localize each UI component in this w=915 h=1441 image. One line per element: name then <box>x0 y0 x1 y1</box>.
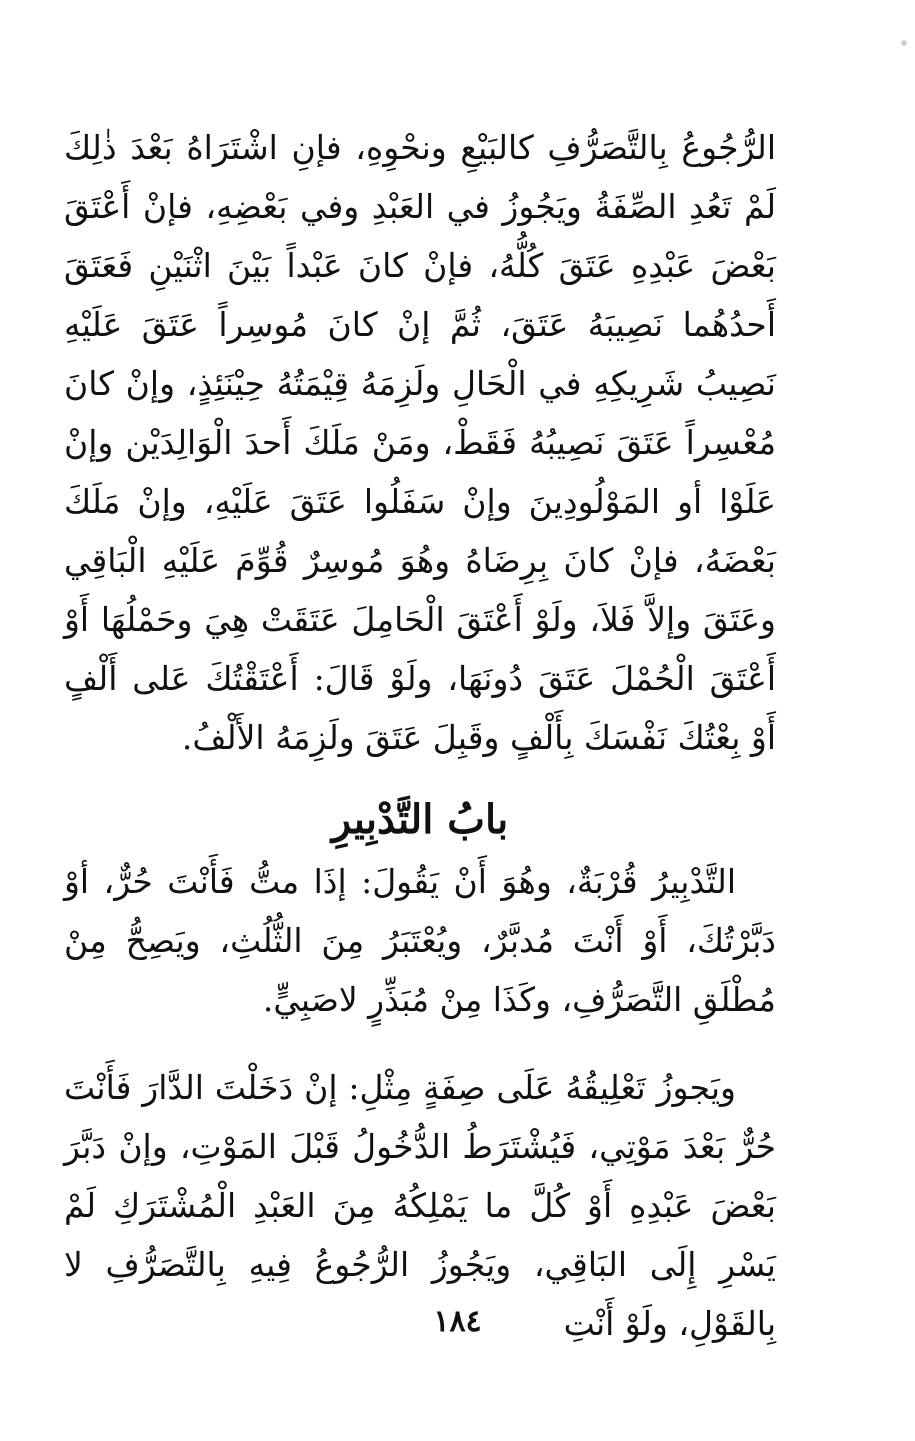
paragraph-tadbir-definition: التَّدْبِيرُ قُرْبَةٌ، وهُوَ أَنْ يَقُولَ: إذَا متُّ فَأَنْتَ حُرٌّ، أوْ دَبَّرْتُكَ، أَوْ أَنْتَ مُدبَّرٌ، ويُعْتَبَرُ مِنَ الثُّلُثِ، ويَصِحُّ مِنْ مُطْلَقِ التَّصَرُّفِ، وكَذَا مِنْ مُبَذِّرٍ لاصَبِيٍّ. <box>64 862 776 1019</box>
paragraph-tadbir-conditions: ويَجوزُ تَعْلِيقُهُ عَلَى صِفَةٍ مِثْلِ: إنْ دَخَلْتَ الدَّارَ فَأَنْتَ حُرٌّ بَعْدَ مَوْتِي، فَيُشْتَرَطُ الدُّخُولُ قَبْلَ المَوْتِ، وإنْ دَبَّرَ بَعْضَ عَبْدِهِ أَوْ كُلَّ ما يَمْلِكُهُ مِنَ العَبْدِ الْمُشْتَرَكِ لَمْ يَسْرِ إِلَى البَاقِي، ويَجُوزُ الرُّجُوعُ فِيهِ بِالتَّصَرُّفِ لا بِالقَوْلِ، ولَوْ أَنْتِ <box>64 1068 776 1343</box>
scan-speck <box>901 40 907 46</box>
paragraph-manumission: الرُّجُوعُ بِالتَّصَرُّفِ كالبَيْعِ ونحْوِهِ، فإنِ اشْتَرَاهُ بَعْدَ ذٰلِكَ لَمْ تَعُدِ الصِّفَةُ ويَجُوزُ في العَبْدِ وفي بَعْضِهِ، فإنْ أَعْتَقَ بَعْضَ عَبْدِهِ عَتَقَ كُلُّهُ، فإنْ كانَ عَبْداً بَيْنَ اثْنَيْنِ فَعَتَقَ أَحدُهُما نَصِيبَهُ عَتَقَ، ثُمَّ إنْ كانَ مُوسِراً عَتَقَ عَلَيْهِ نَصِيبُ شَرِيكِهِ في الْحَالِ ولَزِمَهُ قِيْمَتُهُ حِيْنَئِذٍ، وإنْ كانَ مُعْسِراً عَتَقَ نَصِيبُهُ فَقَطْ، ومَنْ مَلَكَ أَحدَ الْوَالِدَيْن وإنْ عَلَوْا أو المَوْلُودِينَ وإنْ سَفَلُوا عَتَقَ عَلَيْهِ، وإنْ مَلَكَ بَعْضَهُ، فإنْ كانَ بِرِضَاهُ وهُوَ مُوسِرٌ قُوِّمَ عَلَيْهِ الْبَاقِي وعَتَقَ وإلاَّ فَلاَ، ولَوْ أَعْتَقَ الْحَامِلَ عَتَقَتْ هِيَ وحَمْلُهَا أَوْ أَعْتَقَ الْحُمْلَ عَتَقَ دُونَهَا، ولَوْ قَالَ: أَعْتَقْتُكَ عَلى أَلْفٍ أَوْ بِعْتُكَ نَفْسَكَ بِأَلْفٍ وقَبِلَ عَتَقَ ولَزِمَهُ الأَلْفُ. <box>64 128 776 757</box>
page-number: ١٨٤ <box>433 1304 482 1339</box>
chapter-heading: بابُ التَّدْبِيرِ <box>331 796 509 843</box>
